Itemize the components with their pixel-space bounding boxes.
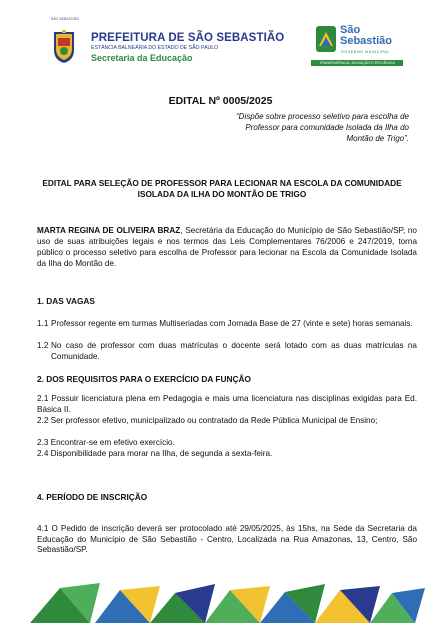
list-item: 2.3 Encontrar-se em efetivo exercício.: [37, 438, 175, 447]
item-number: 1.2: [37, 341, 49, 350]
main-title: EDITAL PARA SELEÇÃO DE PROFESSOR PARA LECIONAR NA ESCOLA DA COMUNIDADE ISOLADA DA ILHA DO MONTÃO DE TRIGO: [42, 178, 402, 199]
logo-name-line1: São: [340, 24, 361, 36]
section-heading-vagas: 1. DAS VAGAS: [37, 296, 95, 306]
city-crest-icon: [52, 30, 76, 64]
inscription-paragraph: 4.1 O Pedido de inscrição deverá ser protocolado até 29/05/2025, às 15hs, na Sede da Secretaria da Educação do Município de São Sebastião - Centro, Localizada na Rua Amazonas, 13, Centro, São Sebastião/SP.: [37, 524, 417, 554]
item-text: No caso de professor com duas matrículas o docente será lotado com as duas matrículas na Comunidade.: [51, 341, 417, 361]
footer-decorative-band: [0, 578, 441, 623]
letterhead: [0, 0, 441, 78]
logo-tagline: TRANSPARÊNCIA, INOVAÇÃO E EFICIÊNCIA: [311, 60, 403, 66]
crest-caption: SÃO SEBASTIÃO: [50, 17, 80, 21]
logo-government-label: GOVERNO MUNICIPAL: [341, 50, 390, 54]
list-item: [37, 319, 417, 330]
item-number: 1.1: [37, 319, 49, 328]
epigraph: “Dispõe sobre processo seletivo para escolha de Professor para comunidade Isolada da Ilha do Montão de Trigo”.: [236, 112, 409, 143]
secretaria-label: Secretaria da Educação: [91, 53, 193, 63]
prefeitura-title: PREFEITURA DE SÃO SEBASTIÃO: [91, 32, 285, 44]
sao-sebastiao-logo-icon: [316, 26, 336, 52]
secretary-name: MARTA REGINA DE OLIVEIRA BRAZ: [37, 226, 181, 235]
list-item: 2.4 Disponibilidade para morar na Ilha, de segunda a sexta-feira.: [37, 449, 273, 458]
logo-name-line2: Sebastião: [340, 35, 392, 47]
list-item: 2.2 Ser professor efetivo, municipalizado ou contratado da Rede Pública Municipal de Ensino;: [37, 416, 378, 425]
intro-paragraph: [37, 225, 417, 269]
estancia-subtitle: ESTÂNCIA BALNEÁRIA DO ESTADO DE SÃO PAULO: [91, 45, 219, 51]
footer-pattern-icon: [0, 578, 441, 623]
list-item: 2.1 Possuir licenciatura plena em Pedagogia e mais uma licenciatura nas disciplinas exigidas para Ed. Básica II.: [37, 394, 417, 414]
edital-number: EDITAL Nº 0005/2025: [168, 95, 273, 107]
intro-text: , Secretária da Educação do Município de São Sebastião/SP, no uso de suas atribuições legais e nos termos das Leis Complementares 76/2006 e 247/2019, torna público o processo seletivo para escolha de Professor para lecionar na Escola da Comunidade Isolada da Ilha do Montão de.: [37, 226, 417, 268]
section-heading-requisitos: 2. DOS REQUISITOS PARA O EXERCÍCIO DA FUNÇÃO: [37, 374, 251, 384]
section-heading-inscricao: 4. PERÍODO DE INSCRIÇÃO: [37, 492, 148, 502]
item-text: Professor regente em turmas Multiseriadas com Jornada Base de 27 (vinte e sete) horas semanais.: [51, 319, 413, 328]
list-item: [37, 341, 417, 362]
